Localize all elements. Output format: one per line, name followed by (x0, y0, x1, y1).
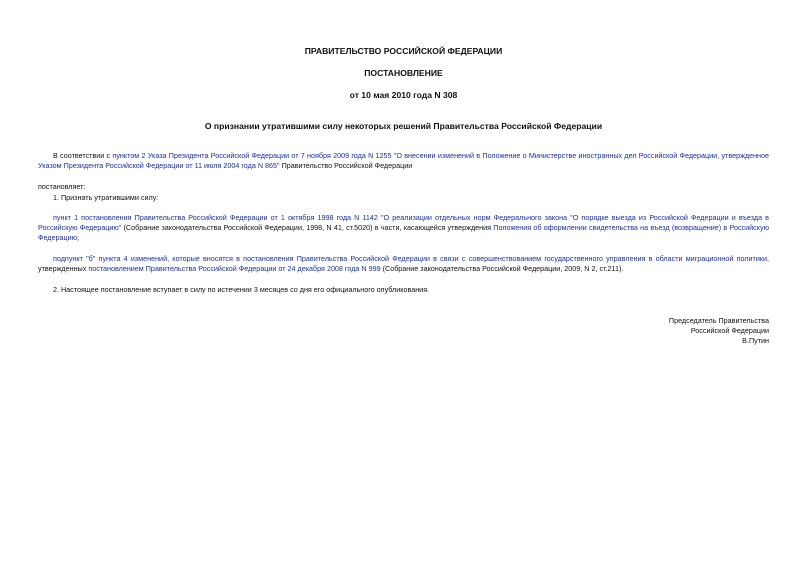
subitem-1-end: ; (77, 233, 80, 242)
preamble-paragraph (38, 151, 769, 171)
preamble-suffix: Правительство Российской Федерации (279, 161, 413, 170)
resolution-1142-link[interactable]: пункт 1 постановления Правительства Российской Федерации от 1 октября 1998 года N 1142 "О реализации отдельных норм Федерального закона "О порядке выезда из Российской Федерации и въезда в Российскую Федерацию" (38, 213, 769, 232)
document-title: О признании утратившими силу некоторых решений Правительства Российской Федерации (204, 121, 603, 131)
signature-country: Российской Федерации (690, 326, 769, 335)
resolution-999-link[interactable]: постановлением Правительства Российской Федерации от 24 декабря 2008 года N 999 (88, 264, 381, 273)
signature-title: Председатель Правительства (668, 316, 769, 325)
item-1-subitem-1 (38, 213, 769, 243)
signature-name: В.Путин (742, 336, 769, 345)
certificate-regulation-link[interactable]: Положения об оформлении свидетельства на въезд (возвращение) в Российскую Федерацию (38, 223, 769, 242)
signature-block (569, 316, 769, 346)
resolves-text: постановляет: (38, 182, 86, 191)
government-heading: ПРАВИТЕЛЬСТВО РОССИЙСКОЙ ФЕДЕРАЦИИ (304, 46, 503, 56)
preamble-prefix: В соответствии с (53, 151, 113, 160)
item-1-subitem-2 (38, 254, 769, 274)
subitem-2-text: утвержденных (38, 264, 89, 273)
item-1-heading: 1. Признать утратившими силу: (53, 193, 159, 202)
subitem-1-text: (Собрание законодательства Российской Федерации, 1998, N 41, ст.5020) в части, касающейся утверждения (121, 223, 494, 232)
subclause-b-link[interactable]: подпункт "б" пункта 4 изменений, которые вносятся в постановления Правительства Российской Федерации в связи с совершенствованием государственного управления в области миграционной политики, (53, 254, 769, 263)
date-number-heading: от 10 мая 2010 года N 308 (349, 90, 458, 100)
subitem-2-end: (Собрание законодательства Российской Федерации, 2009, N 2, ст.211). (380, 264, 624, 273)
document-type-heading: ПОСТАНОВЛЕНИЕ (364, 68, 443, 78)
preamble-decree-link[interactable]: пунктом 2 Указа Президента Российской Федерации от 7 ноября 2009 года N 1255 "О внесении изменений в Положение о Министерстве иностранных дел Российской Федерации, утвержденное Указом Президента Российской Федерации от 11 июля 2004 года N 865" (38, 151, 770, 170)
item-2-paragraph: 2. Настоящее постановление вступает в силу по истечении 3 месяцев со дня его официального опубликования. (53, 285, 430, 294)
